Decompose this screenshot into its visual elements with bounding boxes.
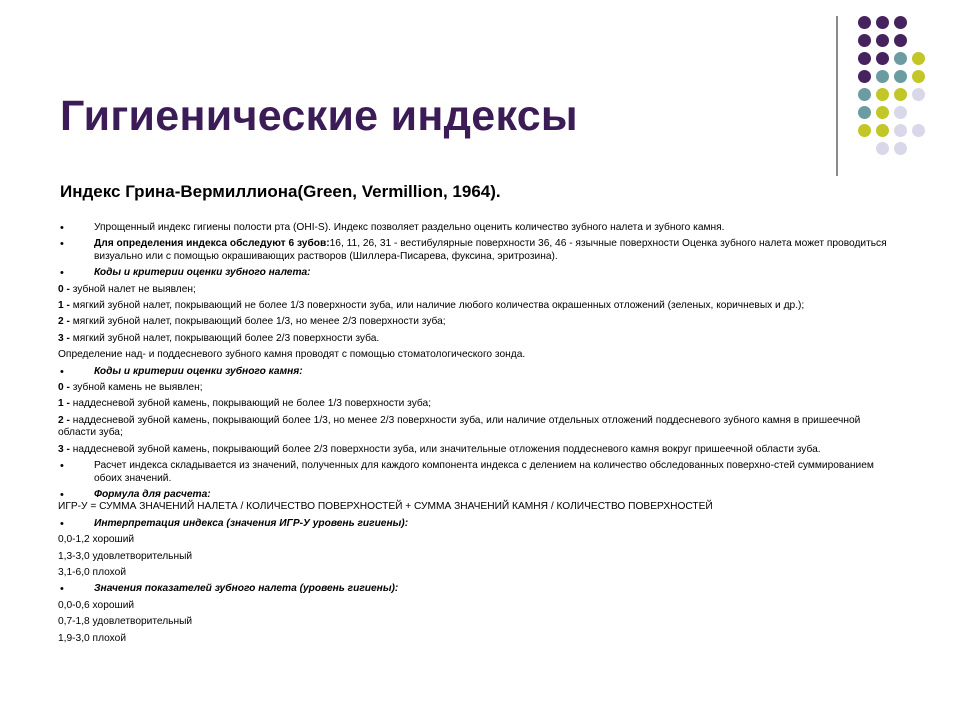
decor-dot [894, 124, 907, 137]
decorative-dot-grid [0, 0, 960, 180]
calculus-method: Определение над- и поддесневого зубного камня проводят с помощью стоматологического зонда. [58, 349, 526, 361]
calculus-code-2: 2 - наддесневой зубной камень, покрывающий более 1/3, но менее 2/3 поверхности зуба, или наличие отдельных отложений поддесневого зубного камня в пришеечной области зуба; [58, 414, 861, 439]
decor-dot [858, 16, 871, 29]
formula-text: ИГР-У = СУММА ЗНАЧЕНИЙ НАЛЕТА / КОЛИЧЕСТВО ПОВЕРХНОСТЕЙ + СУММА ЗНАЧЕНИЙ КАМНЯ / КОЛИЧЕСТВО ПОВЕРХНОСТЕЙ [58, 501, 713, 513]
vertical-divider [836, 16, 838, 176]
plaque-level-good: 0,0-0,6 хороший [58, 599, 135, 611]
decor-dot [894, 106, 907, 119]
plaque-code-1: 1 - мягкий зубной налет, покрывающий не более 1/3 поверхности зуба, или наличие любого количества окрашенных отложений (зеленых, коричневых и др.); [58, 300, 805, 312]
decor-dot [912, 52, 925, 65]
decor-dot [876, 88, 889, 101]
decor-dot [858, 52, 871, 65]
interpretation-satisfactory: 1,3-3,0 удовлетворительный [58, 550, 193, 562]
bullet-calculus-codes-header: • Коды и критерии оценки зубного камня: [58, 366, 898, 378]
decor-dot [912, 70, 925, 83]
interpretation-good: 0,0-1,2 хороший [58, 534, 135, 546]
decor-dot [876, 70, 889, 83]
decor-dot [894, 88, 907, 101]
decor-dot [894, 52, 907, 65]
bullet-index-calculation: • Расчет индекса складывается из значений, полученных для каждого компонента индекса с делением на количество обследованных поверхно-стей суммированием обоих значений. [58, 460, 898, 485]
decor-dot [876, 142, 889, 155]
decor-dot [858, 106, 871, 119]
bullet-teeth-examined: • Для определения индекса обследуют 6 зубов:16, 11, 26, 31 - вестибулярные поверхности 36, 46 - язычные поверхности Оценка зубного налета может проводиться визуально или с помощью окрашивающих растворов (Шиллера-Писарева, фуксина, эритрозина). [58, 238, 898, 263]
bullet-formula-header: • Формула для расчета: [58, 489, 898, 501]
decor-dot [858, 88, 871, 101]
decor-dot [876, 34, 889, 47]
bullet-ohi-s-intro: • Упрощенный индекс гигиены полости рта (OHI-S). Индекс позволяет раздельно оценить количество зубного налета и зубного камня. [58, 222, 898, 234]
decor-dot [894, 16, 907, 29]
plaque-level-satisfactory: 0,7-1,8 удовлетворительный [58, 616, 193, 628]
bullet-plaque-levels-header: • Значения показателей зубного налета (уровень гигиены): [58, 583, 898, 595]
decor-dot [876, 16, 889, 29]
decor-dot [858, 34, 871, 47]
bullet-plaque-codes-header: • Коды и критерии оценки зубного налета: [58, 267, 898, 279]
calculus-code-3: 3 - наддесневой зубной камень, покрывающий более 2/3 поверхности зуба, или значительные отложения поддесневого камня вокруг пришеечной области зуба. [58, 443, 821, 455]
bullet-interpretation-header: • Интерпретация индекса (значения ИГР-У уровень гигиены): [58, 518, 898, 530]
decor-dot [894, 142, 907, 155]
decor-dot [876, 106, 889, 119]
interpretation-poor: 3,1-6,0 плохой [58, 566, 127, 578]
decor-dot [894, 70, 907, 83]
slide-title: Гигиенические индексы [60, 92, 578, 140]
slide-subtitle: Индекс Грина-Вермиллиона(Green, Vermillion, 1964). [60, 182, 501, 201]
decor-dot [876, 52, 889, 65]
teeth-examined-label: Для определения индекса обследуют 6 зубов: [94, 238, 330, 250]
plaque-code-2: 2 - мягкий зубной налет, покрывающий более 1/3, но менее 2/3 поверхности зуба; [58, 316, 446, 328]
decor-dot [858, 124, 871, 137]
plaque-level-poor: 1,9-3,0 плохой [58, 632, 127, 644]
decor-dot [894, 34, 907, 47]
decor-dot [912, 124, 925, 137]
slide-body [58, 222, 898, 645]
calculus-code-0: 0 - зубной камень не выявлен; [58, 382, 203, 394]
plaque-code-3: 3 - мягкий зубной налет, покрывающий более 2/3 поверхности зуба. [58, 332, 380, 344]
decor-dot [876, 124, 889, 137]
decor-dot [912, 88, 925, 101]
calculus-code-1: 1 - наддесневой зубной камень, покрывающий не более 1/3 поверхности зуба; [58, 398, 432, 410]
decor-dot [858, 70, 871, 83]
plaque-code-0: 0 - зубной налет не выявлен; [58, 283, 196, 295]
